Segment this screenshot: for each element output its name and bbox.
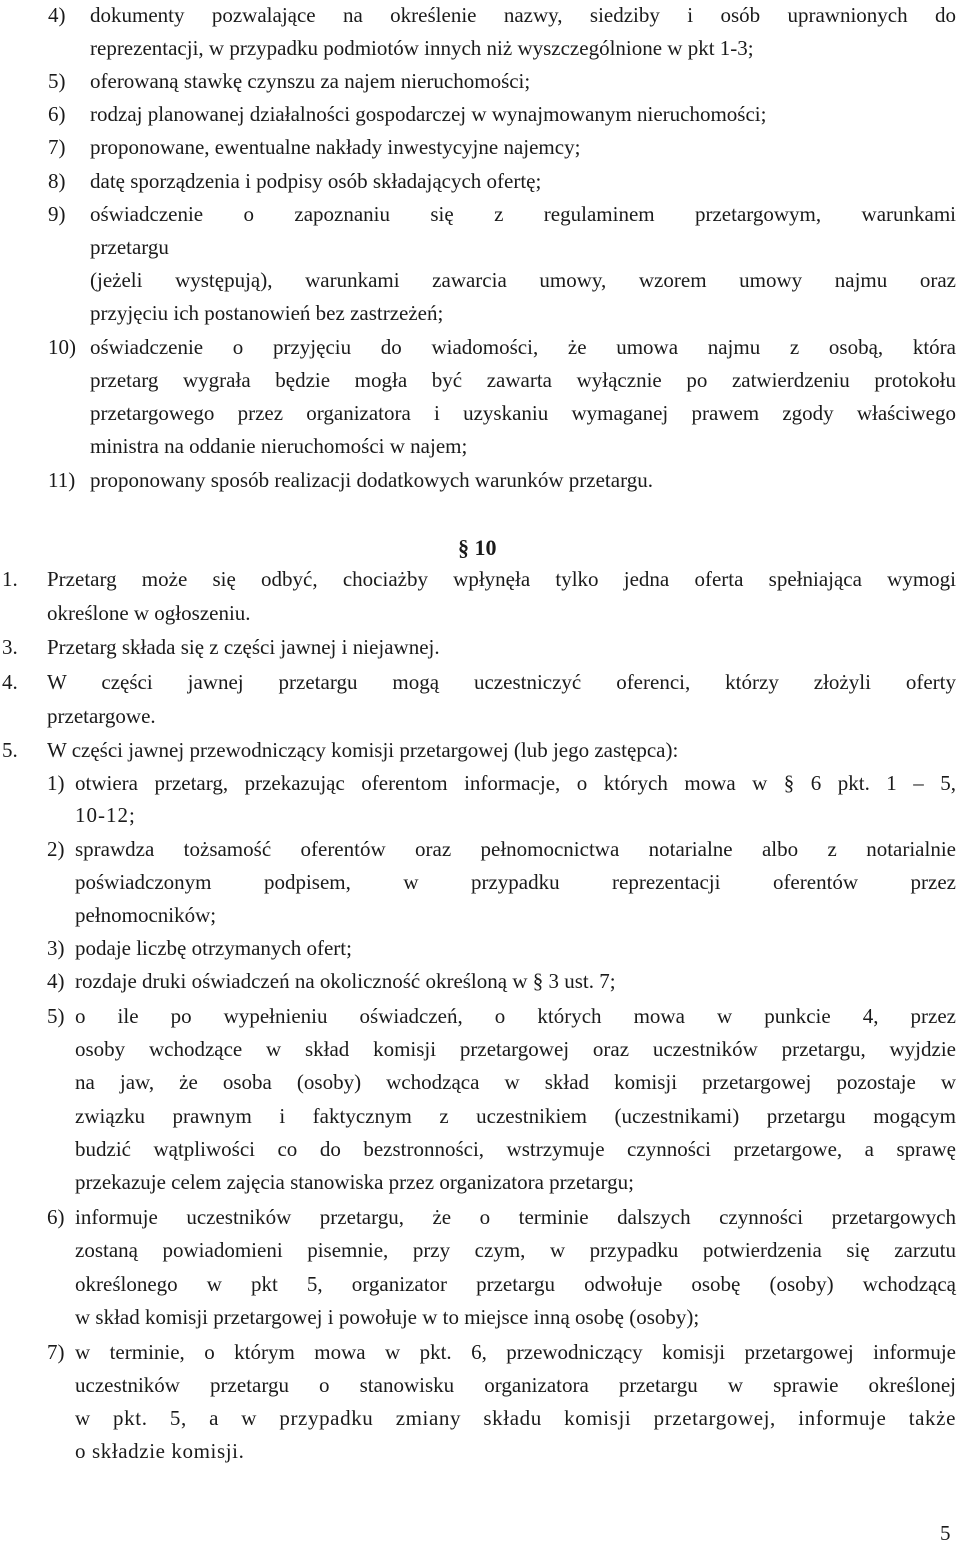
list-item-text: budzić wątpliwości co do bezstronności, wstrzymuje czynności przetargowe, a sprawę: [75, 1137, 956, 1161]
list-item-text: o ile po wypełnieniu oświadczeń, o których mowa w punkcie 4, przez: [75, 1004, 956, 1028]
list-item-text: oferowaną stawkę czynszu za najem nieruchomości;: [90, 69, 531, 93]
paragraph-number: 4.: [2, 670, 18, 694]
list-item-text: uczestników przetargu o stanowisku organizatora przetargu w sprawie określonej: [75, 1373, 956, 1397]
paragraph-number: 1.: [2, 567, 18, 591]
list-item-number: 4): [47, 969, 65, 993]
list-item-text: (jeżeli występują), warunkami zawarcia umowy, wzorem umowy najmu oraz: [90, 268, 956, 292]
list-item-text: pełnomocników;: [75, 903, 217, 927]
paragraph-text: przetargowe.: [47, 704, 156, 728]
list-item-text: rozdaje druki oświadczeń na okoliczność określoną w § 3 ust. 7;: [75, 969, 616, 993]
list-item-text: sprawdza tożsamość oferentów oraz pełnomocnictwa notarialne albo z notarialnie: [75, 837, 956, 861]
section-heading: § 10: [458, 535, 497, 560]
list-item-text: związku prawnym i faktycznym z uczestnikiem (uczestnikami) przetargu mogącym: [75, 1104, 956, 1128]
list-item-text: 10-12;: [75, 803, 136, 827]
list-item-number: 7): [47, 1340, 65, 1364]
list-item-text: w terminie, o którym mowa w pkt. 6, przewodniczący komisji przetargowej informuje: [75, 1340, 956, 1364]
list-item-text: poświadczonym podpisem, w przypadku reprezentacji oferentów przez: [75, 870, 956, 894]
list-item-text: przetarg wygrała będzie mogła być zawarta wyłącznie po zatwierdzeniu protokołu: [90, 368, 956, 392]
list-item-number: 6): [47, 1205, 65, 1229]
paragraph-text: W części jawnej przewodniczący komisji przetargowej (lub jego zastępca):: [47, 738, 679, 762]
list-item-text: oświadczenie o zapoznaniu się z regulaminem przetargowym, warunkami: [90, 202, 956, 226]
list-item-number: 2): [47, 837, 65, 861]
list-item-text: zostaną powiadomieni pisemnie, przy czym, w przypadku potwierdzenia się zarzutu: [75, 1238, 956, 1262]
list-item-text: o składzie komisji.: [75, 1439, 245, 1463]
list-item-text: oświadczenie o przyjęciu do wiadomości, że umowa najmu z osobą, która: [90, 335, 956, 359]
list-item-number: 11): [48, 468, 76, 492]
list-item-text: przetargowego przez organizatora i uzyskaniu wymaganej prawem zgody właściwego: [90, 401, 956, 425]
list-item-number: 10): [48, 335, 76, 359]
list-item-text: określonego w pkt 5, organizator przetargu odwołuje osobę (osoby) wchodzącą: [75, 1272, 956, 1296]
list-item-number: 5): [47, 1004, 65, 1028]
page-number: 5: [940, 1521, 951, 1545]
list-item-text: proponowane, ewentualne nakłady inwestycyjne najemcy;: [90, 135, 581, 159]
list-item-text: otwiera przetarg, przekazując oferentom informacje, o których mowa w § 6 pkt. 1 – 5,: [75, 771, 956, 795]
list-item-number: 1): [47, 771, 65, 795]
list-item-number: 3): [47, 936, 65, 960]
list-item-text: podaje liczbę otrzymanych ofert;: [75, 936, 352, 960]
list-item-number: 7): [48, 135, 66, 159]
list-item-text: w skład komisji przetargowej i powołuje w to miejsce inną osobę (osoby);: [75, 1305, 700, 1329]
paragraph-text: Przetarg składa się z części jawnej i niejawnej.: [47, 635, 440, 659]
paragraph-text: Przetarg może się odbyć, chociażby wpłynęła tylko jedna oferta spełniająca wymogi: [47, 567, 956, 591]
list-item-text: przyjęciu ich postanowień bez zastrzeżeń;: [90, 301, 444, 325]
list-item-text: datę sporządzenia i podpisy osób składających ofertę;: [90, 169, 542, 193]
list-item-text: proponowany sposób realizacji dodatkowych warunków przetargu.: [90, 468, 653, 492]
list-item-number: 9): [48, 202, 66, 226]
list-item-text: przekazuje celem zajęcia stanowiska przez organizatora przetargu;: [75, 1170, 634, 1194]
paragraph-number: 3.: [2, 635, 18, 659]
list-item-text: dokumenty pozwalające na określenie nazwy, siedziby i osób uprawnionych do: [90, 3, 956, 27]
list-item-number: 8): [48, 169, 66, 193]
list-item-number: 5): [48, 69, 66, 93]
list-item-text: reprezentacji, w przypadku podmiotów innych niż wyszczególnione w pkt 1-3;: [90, 36, 754, 60]
list-item-text: rodzaj planowanej działalności gospodarczej w wynajmowanym nieruchomości;: [90, 102, 767, 126]
paragraph-number: 5.: [2, 738, 18, 762]
list-item-text: przetargu: [90, 235, 169, 259]
list-item-text: informuje uczestników przetargu, że o terminie dalszych czynności przetargowych: [75, 1205, 956, 1229]
list-item-text: osoby wchodzące w skład komisji przetargowej oraz uczestników przetargu, wyjdzie: [75, 1037, 956, 1061]
paragraph-text: W części jawnej przetargu mogą uczestniczyć oferenci, którzy złożyli oferty: [47, 670, 956, 694]
list-item-text: ministra na oddanie nieruchomości w najem;: [90, 434, 468, 458]
paragraph-text: określone w ogłoszeniu.: [47, 601, 251, 625]
list-item-text: w pkt. 5, a w przypadku zmiany składu komisji przetargowej, informuje także: [75, 1406, 956, 1430]
list-item-text: na jaw, że osoba (osoby) wchodząca w skład komisji przetargowej pozostaje w: [75, 1070, 956, 1094]
list-item-number: 4): [48, 3, 66, 27]
list-item-number: 6): [48, 102, 66, 126]
